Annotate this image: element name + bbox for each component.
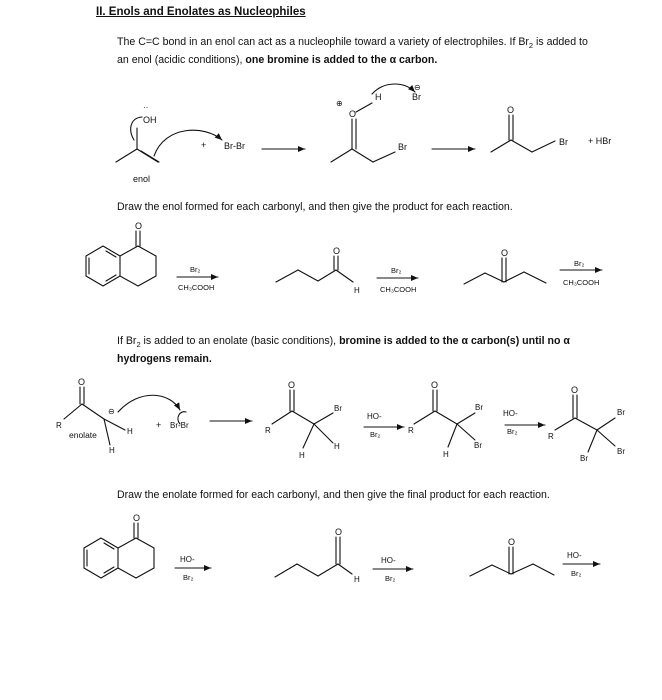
reagent-br2-4: Br₂ — [370, 430, 381, 439]
alpha-bromo-ketone — [491, 115, 555, 152]
mono-h-1: H — [334, 442, 340, 451]
curved-arrow-oh — [131, 117, 142, 140]
lone-pair-dots: ·· — [143, 103, 149, 112]
pentanal — [276, 256, 353, 282]
mono-o: O — [288, 380, 296, 390]
tri-r: R — [548, 432, 554, 441]
mono-h-2: H — [299, 451, 305, 460]
tri-br-1: Br — [617, 408, 625, 417]
reagent-ch3cooh-2: CH₃COOH — [380, 285, 417, 294]
enolate-h-2: H — [109, 446, 115, 455]
intro-bold: one bromine is added to the α carbon. — [245, 54, 438, 67]
pentan-3-one-1 — [464, 258, 546, 284]
curved-arrow-enol — [154, 130, 222, 156]
reagent-br2-1: Br₂ — [190, 265, 201, 274]
atom-labels — [56, 83, 625, 584]
reagent-ho-2: HO- — [503, 409, 518, 418]
br-br-label-2: Br-Br — [170, 421, 189, 430]
enolate-r: R — [56, 421, 62, 430]
reagent-ho-5: HO- — [567, 551, 582, 560]
enolate-minus-charge: ⊖ — [108, 407, 115, 416]
pentanal-o: O — [333, 246, 341, 256]
reagent-ho-3: HO- — [180, 555, 195, 564]
tetralone-2 — [84, 523, 154, 578]
enolate-sub: 2 — [136, 340, 141, 350]
reagent-br2-6: Br₂ — [183, 573, 194, 582]
tetralone-1-o: O — [135, 221, 143, 231]
di-br-1: Br — [475, 403, 483, 412]
hbr-label: + HBr — [588, 136, 612, 146]
pentanal-h: H — [354, 286, 360, 295]
oxocarbenium-structure — [331, 103, 395, 162]
di-br-2: Br — [474, 441, 482, 450]
tetralone-1 — [86, 231, 156, 286]
pentan-3-one-2 — [470, 547, 554, 576]
reagent-ch3cooh-1: CH₃COOH — [178, 283, 215, 292]
bromide-minus-charge: ⊖ — [414, 83, 421, 92]
oxocarbenium-o-label: O — [349, 109, 357, 119]
butanal-h: H — [354, 575, 360, 584]
reagent-br2-7: Br₂ — [385, 574, 396, 583]
butanal — [275, 537, 352, 577]
enolate-bold: bromine is added to the α carbon(s) until no α hydrogens remain. — [117, 335, 570, 366]
bromide-label: Br — [412, 92, 421, 102]
tetralone-2-o: O — [133, 513, 141, 523]
enol-label: enol — [133, 174, 151, 184]
reagent-br2-2: Br₂ — [391, 266, 402, 275]
tribromo-ketone — [555, 395, 615, 452]
curved-arrow-enolate — [118, 395, 180, 412]
dibromo-ketone — [414, 390, 475, 447]
reagent-ch3cooh-3: CH₃COOH — [563, 278, 600, 287]
enol-instruction: Draw the enol formed for each carbonyl, and then give the product for each reaction. — [117, 201, 513, 213]
enolate-instruction: Draw the enolate formed for each carbonyl, and then give the final product for each reaction. — [117, 489, 550, 501]
mono-br: Br — [334, 404, 342, 413]
plus-sign-1: + — [201, 140, 207, 150]
tri-br-3: Br — [580, 454, 588, 463]
mono-r: R — [265, 426, 271, 435]
di-o: O — [431, 380, 439, 390]
butanal-o: O — [335, 527, 343, 537]
intro-text-2: is added to an enol (acidic conditions), — [117, 36, 588, 67]
reagent-br2-3: Br₂ — [574, 259, 585, 268]
product-o-label-1: O — [507, 105, 515, 115]
oh-label: OH — [143, 115, 157, 125]
reagent-ho-4: HO- — [381, 556, 396, 565]
enolate-label: enolate — [69, 430, 97, 440]
reagent-ho-1: HO- — [367, 412, 382, 421]
tri-br-2: Br — [617, 447, 625, 456]
intro-sub: 2 — [528, 41, 534, 51]
di-h: H — [443, 450, 449, 459]
enolate-o: O — [78, 377, 86, 387]
oxocarbenium-plus-charge: ⊕ — [336, 99, 343, 108]
reagent-br2-5: Br₂ — [507, 427, 518, 436]
di-r: R — [408, 426, 414, 435]
intro-text-1: The C=C bond in an enol can act as a nucleophile toward a variety of electrophiles. If Br — [117, 36, 529, 48]
enolate-text-1: If Br — [117, 335, 137, 347]
product-br-label-1: Br — [559, 137, 568, 147]
br-br-label: Br-Br — [224, 141, 245, 151]
plus-sign-2: + — [156, 420, 162, 430]
tri-o: O — [571, 385, 579, 395]
oxocarbenium-br-label: Br — [398, 142, 407, 152]
enolate-text-2: is added to an enolate (basic conditions), — [140, 335, 340, 347]
section-heading: II. Enols and Enolates as Nucleophiles — [96, 6, 306, 18]
oxocarbenium-h-label: H — [375, 92, 382, 102]
enol-structure — [116, 128, 159, 162]
monobromo-ketone — [272, 390, 333, 448]
reagent-br2-8: Br₂ — [571, 569, 582, 578]
pentanone-2-o: O — [508, 537, 516, 547]
pentanone-1-o: O — [501, 248, 509, 258]
enolate-h-1: H — [127, 427, 133, 436]
